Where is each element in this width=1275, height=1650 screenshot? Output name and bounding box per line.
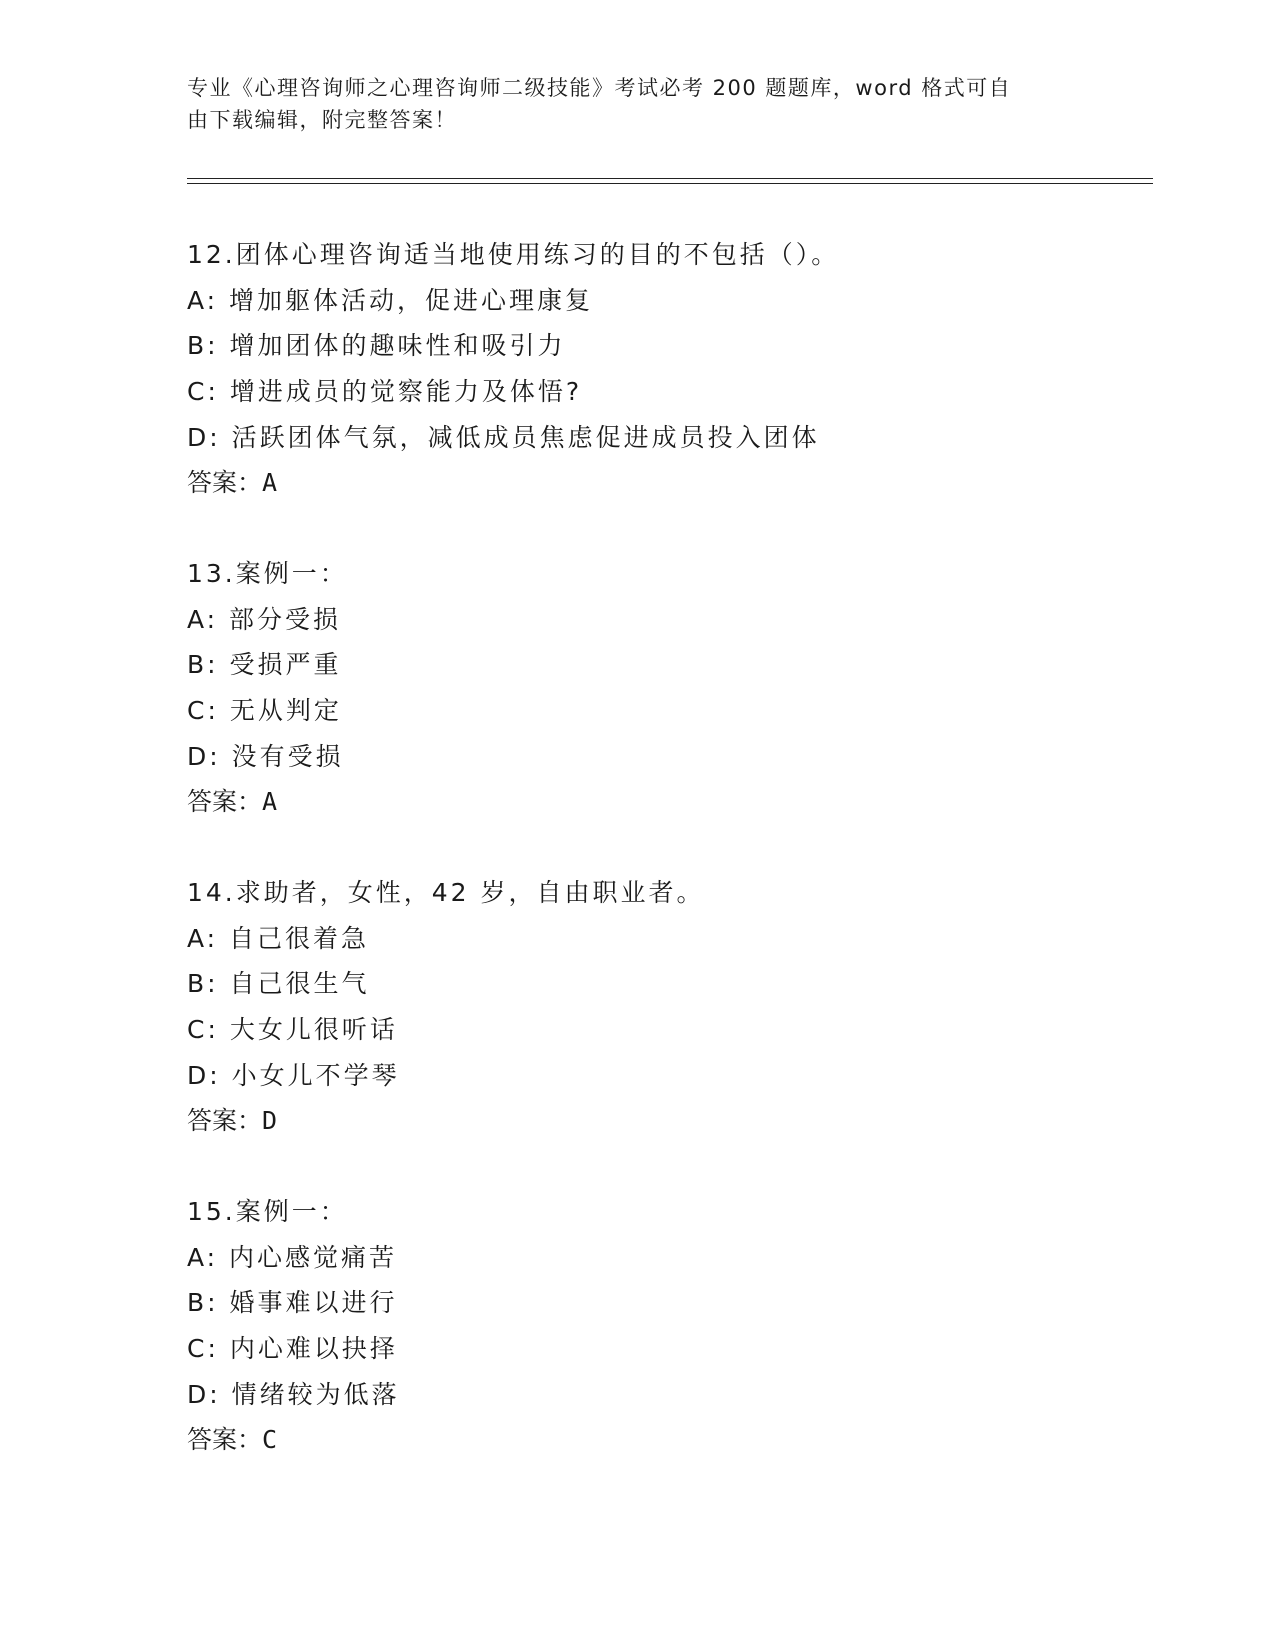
question-stem: 13.案例一： — [187, 559, 348, 588]
option-d: D: 小女儿不学琴 — [187, 1060, 400, 1090]
option-a: A: 增加躯体活动，促进心理康复 — [187, 285, 594, 315]
option-c: C: 内心难以抉择 — [187, 1334, 398, 1364]
header-line-2: 由下载编辑，附完整答案！ — [187, 108, 457, 132]
option-c: C: 增进成员的觉察能力及体悟? — [187, 377, 583, 407]
option-d: D: 活跃团体气氛，减低成员焦虑促进成员投入团体 — [187, 422, 820, 452]
question-15 — [187, 1189, 1147, 1463]
header-rule-top — [187, 178, 1153, 179]
option-b: B: 受损严重 — [187, 650, 342, 680]
option-c: C: 无从判定 — [187, 696, 342, 726]
question-stem: 15.案例一： — [187, 1197, 348, 1226]
option-b: B: 自己很生气 — [187, 969, 370, 999]
header-line-1: 专业《心理咨询师之心理咨询师二级技能》考试必考 200 题题库，word 格式可自 — [187, 76, 1012, 100]
answer-line: 答案：D — [187, 1106, 278, 1136]
option-d: D: 没有受损 — [187, 741, 344, 771]
question-13 — [187, 551, 1147, 825]
option-a: A: 自己很着急 — [187, 923, 370, 953]
option-a: A: 内心感觉痛苦 — [187, 1242, 398, 1272]
question-12 — [187, 232, 1147, 506]
answer-line: 答案：A — [187, 787, 278, 817]
option-a: A: 部分受损 — [187, 604, 342, 634]
question-14 — [187, 870, 1147, 1144]
question-stem: 12.团体心理咨询适当地使用练习的目的不包括（）。 — [187, 240, 840, 269]
option-b: B: 增加团体的趣味性和吸引力 — [187, 331, 566, 361]
document-header — [187, 72, 1067, 136]
option-d: D: 情绪较为低落 — [187, 1379, 400, 1409]
answer-line: 答案：A — [187, 468, 278, 498]
question-stem: 14.求助者，女性，42 岁，自由职业者。 — [187, 878, 705, 907]
answer-line: 答案：C — [187, 1425, 278, 1455]
option-c: C: 大女儿很听话 — [187, 1015, 398, 1045]
header-rule-bottom — [187, 183, 1153, 184]
option-b: B: 婚事难以进行 — [187, 1288, 398, 1318]
